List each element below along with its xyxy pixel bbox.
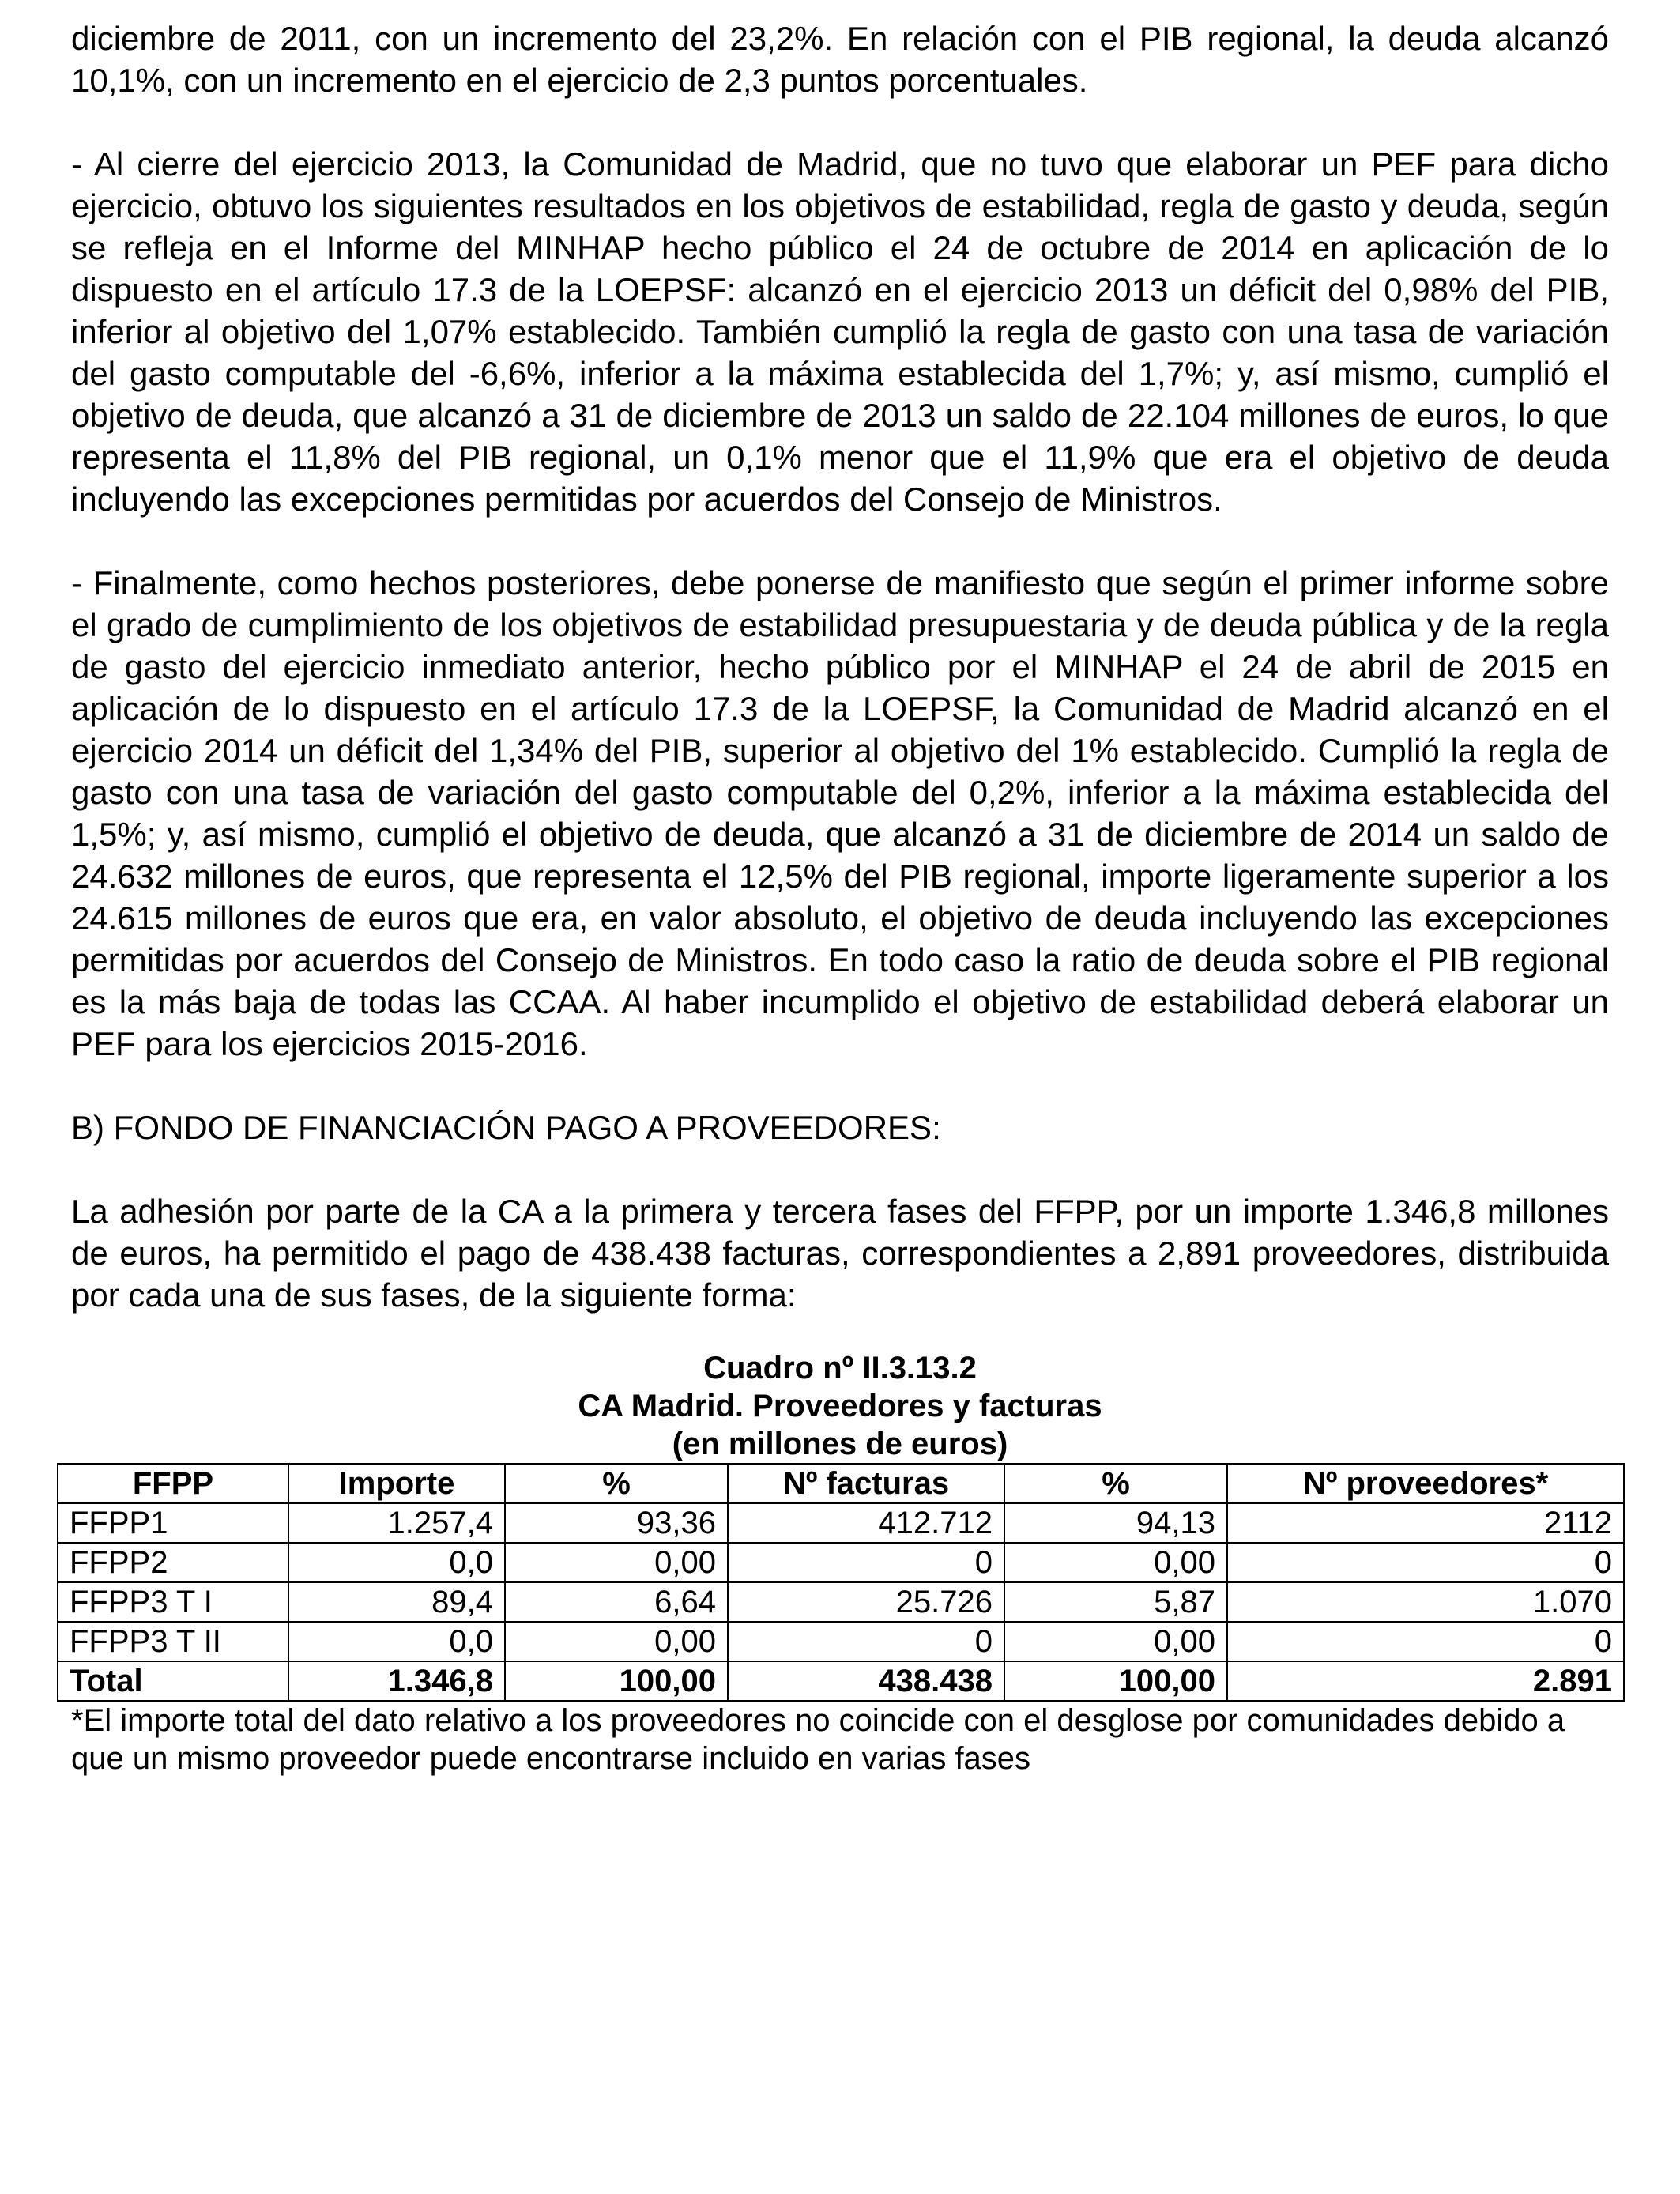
table-cell: 0,00 — [505, 1622, 728, 1661]
paragraph-results-2013: - Al cierre del ejercicio 2013, la Comunidad de Madrid, que no tuvo que elaborar un PEF para dicho ejercicio, obtuvo los siguientes resultados en los objetivos de estabilidad, regla de gasto y deuda, según se refleja en el Informe del MINHAP hecho público el 24 de octubre de 2014 en aplicación de lo dispuesto en el artículo 17.3 de la LOEPSF: alcanzó en el ejercicio 2013 un déficit del 0,98% del PIB, inferior al objetivo del 1,07% establecido. También cumplió la regla de gasto con una tasa de variación del gasto computable del -6,6%, inferior a la máxima establecida del 1,7%; y, así mismo, cumplió el objetivo de deuda, que alcanzó a 31 de diciembre de 2013 un saldo de 22.104 millones de euros, lo que representa el 11,8% del PIB regional, un 0,1% menor que el 11,9% que era el objetivo de deuda incluyendo las excepciones permitidas por acuerdos del Consejo de Ministros. — [71, 145, 1609, 518]
paragraph-subsequent-events: - Finalmente, como hechos posteriores, debe ponerse de manifiesto que según el primer informe sobre el grado de cumplimiento de los objetivos de estabilidad presupuestaria y de deuda pública y de la regla de gasto del ejercicio inmediato anterior, hecho público por el MINHAP el 24 de abril de 2015 en aplicación de lo dispuesto en el artículo 17.3 de la LOEPSF, la Comunidad de Madrid alcanzó en el ejercicio 2014 un déficit del 1,34% del PIB, superior al objetivo del 1% establecido. Cumplió la regla de gasto con una tasa de variación del gasto computable del 0,2%, inferior a la máxima establecida del 1,5%; y, así mismo, cumplió el objetivo de deuda, que alcanzó a 31 de diciembre de 2014 un saldo de 24.632 millones de euros, que representa el 12,5% del PIB regional, importe ligeramente superior a los 24.615 millones de euros que era, en valor absoluto, el objetivo de deuda incluyendo las excepciones permitidas por acuerdos del Consejo de Ministros. En todo caso la ratio de deuda sobre el PIB regional es la más baja de todas las CCAA. Al haber incumplido el objetivo de estabilidad deberá elaborar un PEF para los ejercicios 2015-2016. — [71, 564, 1609, 1062]
column-header-ffpp: FFPP — [58, 1464, 288, 1503]
table-footnote: *El importe total del dato relativo a los proveedores no coincide con el desglose por comunidades debido a que un mismo proveedor puede encontrarse incluido en varias fases — [71, 1703, 1565, 1776]
paragraph-gap — [71, 520, 1609, 562]
table-cell: 438.438 — [728, 1661, 1004, 1701]
table-cell: Total — [58, 1661, 288, 1701]
paragraph-debt-2011: diciembre de 2011, con un incremento del 23,2%. En relación con el PIB regional, la deuda alcanzó 10,1%, con un incremento en el ejercicio de 2,3 puntos porcentuales. — [71, 20, 1609, 99]
table-cell: 0,0 — [288, 1622, 505, 1661]
table-cell: FFPP2 — [58, 1543, 288, 1582]
table-row — [58, 1622, 1624, 1661]
table-cell: 0 — [728, 1543, 1004, 1582]
table-caption-title: CA Madrid. Proveedores y facturas — [578, 1389, 1102, 1423]
table-cell: 5,87 — [1004, 1582, 1227, 1622]
table-cell: 0 — [728, 1622, 1004, 1661]
table-cell: FFPP3 T I — [58, 1582, 288, 1622]
document-page — [70, 17, 1612, 1777]
table-cell: 93,36 — [505, 1503, 728, 1543]
suppliers-invoices-table — [57, 1463, 1625, 1702]
table-cell: 2.891 — [1227, 1661, 1624, 1701]
table-cell: 100,00 — [505, 1661, 728, 1701]
table-cell: 0,00 — [505, 1543, 728, 1582]
table-cell: 100,00 — [1004, 1661, 1227, 1701]
table-cell: 94,13 — [1004, 1503, 1227, 1543]
table-caption-units: (en millones de euros) — [672, 1427, 1008, 1461]
paragraph-gap — [71, 101, 1609, 143]
table-cell: 25.726 — [728, 1582, 1004, 1622]
table-caption — [71, 1349, 1609, 1463]
table-cell: 0 — [1227, 1543, 1624, 1582]
table-row — [58, 1582, 1624, 1622]
column-header-importe: Importe — [288, 1464, 505, 1503]
table-row — [58, 1503, 1624, 1543]
table-cell: FFPP1 — [58, 1503, 288, 1543]
table-cell: 0,00 — [1004, 1622, 1227, 1661]
paragraph-ffpp-adhesion: La adhesión por parte de la CA a la primera y tercera fases del FFPP, por un importe 1.346,8 millones de euros, ha permitido el pago de 438.438 facturas, correspondientes a 2,891 proveedores, distribuida por cada una de sus fases, de la siguiente forma: — [71, 1193, 1609, 1314]
column-header-facturas: Nº facturas — [728, 1464, 1004, 1503]
table-header-row — [58, 1464, 1624, 1503]
table-cell: 2112 — [1227, 1503, 1624, 1543]
table-total-row — [58, 1661, 1624, 1701]
table-cell: 1.257,4 — [288, 1503, 505, 1543]
section-heading-b: B) FONDO DE FINANCIACIÓN PAGO A PROVEEDORES: — [71, 1109, 941, 1146]
column-header-facturas-percent: % — [1004, 1464, 1227, 1503]
column-header-proveedores: Nº proveedores* — [1227, 1464, 1624, 1503]
table-cell: 89,4 — [288, 1582, 505, 1622]
column-header-importe-percent: % — [505, 1464, 728, 1503]
table-caption-number: Cuadro nº II.3.13.2 — [703, 1351, 977, 1385]
table-cell: 1.346,8 — [288, 1661, 505, 1701]
table-cell: 6,64 — [505, 1582, 728, 1622]
table-cell: 1.070 — [1227, 1582, 1624, 1622]
table-cell: 0,0 — [288, 1543, 505, 1582]
paragraph-gap — [71, 1065, 1609, 1106]
table-cell: FFPP3 T II — [58, 1622, 288, 1661]
table-cell: 412.712 — [728, 1503, 1004, 1543]
paragraph-gap — [71, 1148, 1609, 1190]
table-cell: 0,00 — [1004, 1543, 1227, 1582]
table-cell: 0 — [1227, 1622, 1624, 1661]
table-row — [58, 1543, 1624, 1582]
